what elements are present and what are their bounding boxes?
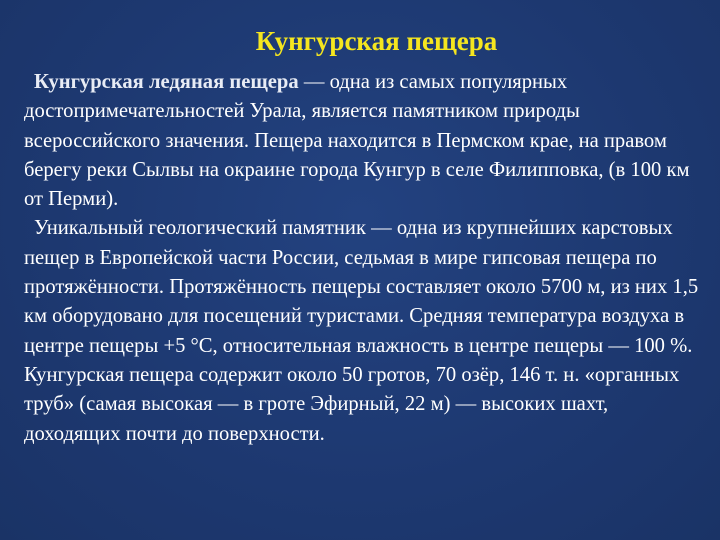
paragraph-details <box>24 214 704 448</box>
slide-body <box>24 68 704 449</box>
paragraph-intro <box>24 68 704 214</box>
slide-title: Кунгурская пещера <box>255 26 498 56</box>
paragraph-lead: Кунгурская ледяная пещера <box>34 71 299 93</box>
paragraph-text: Уникальный геологический памятник — одна из крупнейших карстовых пещер в Европейской части России, седьмая в мире гипсовая пещера по протяжённости. Протяжённость пещеры составляет около 5700 м, из них 1,5 км оборудовано для посещений туристами. Средняя температура воздуха в центре пещеры +5 °С, относительная влажность в центре пещеры — 100 %. Кунгурская пещера содержит около 50 гротов, 70 озёр, 146 т. н. «органных труб» (самая высокая — в гроте Эфирный, 22 м) — высоких шахт, доходящих почти до поверхности. <box>24 217 699 445</box>
paragraph-text: — одна из самых популярных достопримечательностей Урала, является памятником природы всероссийского значения. Пещера находится в Пермском крае, на правом берегу реки Сылвы на окраине города Кунгур в селе Филипповка, (в 100 км от Перми). <box>24 71 690 211</box>
